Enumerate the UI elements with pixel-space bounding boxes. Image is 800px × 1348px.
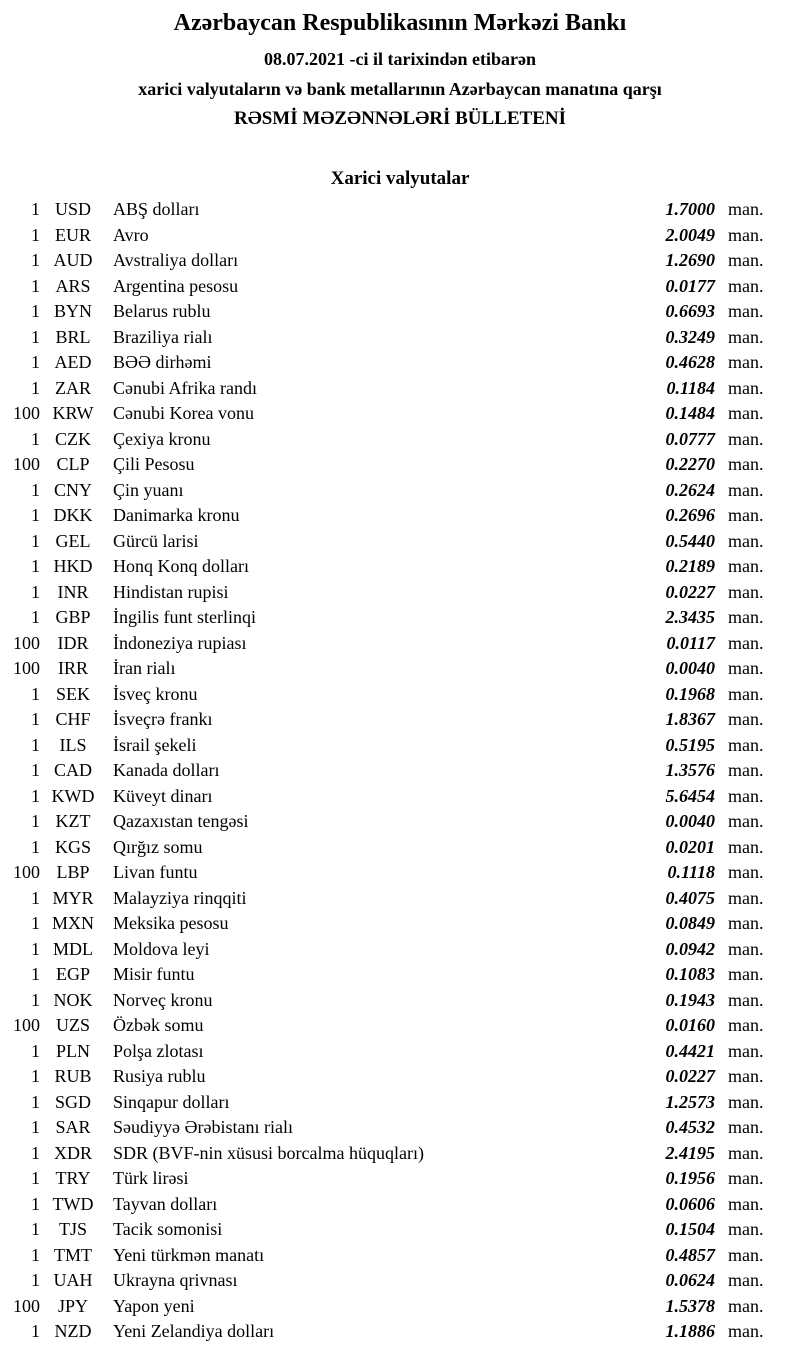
unit-label-cell: man. [728, 530, 764, 551]
currency-row [8, 452, 772, 478]
bulletin-title: RƏSMİ MƏZƏNNƏLƏRİ BÜLLETENİ [233, 108, 566, 129]
currency-name-cell: Livan funtu [113, 862, 198, 882]
currency-row [8, 248, 772, 274]
currency-code-cell: KRW [52, 403, 94, 423]
currency-name-cell: Argentina pesosu [113, 275, 239, 296]
unit-label-cell: man. [728, 836, 764, 857]
rate-value-cell: 0.4857 [665, 1244, 715, 1265]
unit-label-cell: man. [728, 989, 764, 1010]
unit-label-cell: man. [728, 658, 764, 678]
currency-name-cell: Küveyt dinarı [113, 785, 213, 806]
currency-name-cell: Tayvan dolları [113, 1193, 218, 1214]
rate-value-cell: 2.0049 [665, 224, 715, 245]
currency-row [8, 325, 772, 351]
unit-label-cell: man. [728, 505, 764, 525]
currency-name-cell: İndoneziya rupiası [113, 632, 247, 653]
unit-label-cell: man. [728, 607, 764, 627]
quantity-cell: 1 [31, 556, 40, 576]
unit-label-cell: man. [728, 1244, 764, 1265]
rate-value-cell: 0.0624 [665, 1270, 715, 1290]
currency-name-cell: Çin yuanı [113, 479, 184, 500]
rate-value-cell: 0.3249 [665, 326, 715, 347]
currency-code-cell: IDR [57, 632, 89, 653]
currency-name-cell: Ukrayna qrivnası [113, 1270, 238, 1290]
unit-label-cell: man. [728, 785, 764, 806]
currency-row [8, 835, 772, 861]
currency-code-cell: MXN [51, 913, 94, 933]
unit-label-cell: man. [728, 454, 764, 474]
quantity-cell: 1 [31, 785, 40, 806]
currency-row [8, 682, 772, 708]
currency-row [8, 631, 772, 657]
currency-code-cell: KWD [51, 785, 95, 806]
currency-row [8, 707, 772, 733]
currency-code-cell: USD [54, 199, 91, 219]
currency-code-cell: GBP [55, 607, 91, 627]
currency-row [8, 784, 772, 810]
currency-name-cell: Avstraliya dolları [113, 250, 239, 270]
unit-label-cell: man. [728, 556, 764, 576]
quantity-cell: 100 [13, 862, 40, 882]
currency-row [8, 1141, 772, 1167]
rate-value-cell: 0.4421 [665, 1040, 715, 1061]
currency-code-cell: RUB [54, 1066, 92, 1086]
rates-table [0, 197, 800, 1345]
unit-label-cell: man. [728, 199, 764, 219]
currency-row [8, 197, 772, 223]
currency-code-cell: DKK [53, 505, 93, 525]
rate-value-cell: 0.1484 [665, 403, 715, 423]
rate-value-cell: 0.0160 [665, 1015, 715, 1035]
currency-code-cell: EGP [55, 964, 90, 984]
currency-row [8, 1039, 772, 1065]
quantity-cell: 1 [31, 760, 40, 780]
quantity-cell: 1 [31, 836, 40, 857]
currency-code-cell: ZAR [55, 377, 91, 398]
currency-row [8, 580, 772, 606]
currency-name-cell: Braziliya rialı [113, 326, 213, 347]
quantity-cell: 1 [31, 1117, 40, 1137]
rate-value-cell: 0.0777 [665, 428, 715, 449]
currency-code-cell: GEL [55, 530, 91, 551]
currency-code-cell: CAD [53, 760, 92, 780]
unit-label-cell: man. [728, 581, 764, 602]
currency-name-cell: Polşa zlotası [113, 1040, 204, 1061]
currency-row [8, 529, 772, 555]
currency-name-cell: Misir funtu [113, 964, 195, 984]
quantity-cell: 1 [31, 1168, 40, 1188]
rate-value-cell: 0.0177 [665, 275, 715, 296]
quantity-cell: 1 [31, 326, 40, 347]
quantity-cell: 1 [31, 199, 40, 219]
currency-row [8, 733, 772, 759]
currency-code-cell: KZT [55, 811, 91, 831]
currency-row [8, 911, 772, 937]
currency-code-cell: SAR [55, 1117, 91, 1137]
currency-code-cell: NOK [53, 989, 93, 1010]
quantity-cell: 1 [31, 530, 40, 551]
currency-name-cell: Sinqapur dolları [113, 1091, 230, 1112]
quantity-cell: 100 [13, 454, 40, 474]
quantity-cell: 1 [31, 964, 40, 984]
currency-code-cell: XDR [53, 1142, 92, 1163]
currency-row [8, 886, 772, 912]
unit-label-cell: man. [728, 1091, 764, 1112]
currency-row [8, 1294, 772, 1320]
rate-value-cell: 0.1504 [665, 1219, 715, 1239]
quantity-cell: 1 [31, 607, 40, 627]
rate-value-cell: 0.1956 [665, 1168, 715, 1188]
bank-name-title: Azərbaycan Respublikasının Mərkəzi Bankı [173, 10, 627, 36]
quantity-cell: 1 [31, 377, 40, 398]
currency-code-cell: CHF [55, 709, 91, 729]
currency-row [8, 376, 772, 402]
quantity-cell: 1 [31, 224, 40, 245]
rate-value-cell: 0.0849 [665, 913, 715, 933]
unit-label-cell: man. [728, 1066, 764, 1086]
quantity-cell: 100 [13, 658, 40, 678]
quantity-cell: 1 [31, 1321, 40, 1341]
currency-code-cell: LBP [56, 862, 90, 882]
quantity-cell: 1 [31, 938, 40, 959]
quantity-cell: 100 [13, 403, 40, 423]
quantity-cell: 1 [31, 479, 40, 500]
currency-row [8, 1090, 772, 1116]
unit-label-cell: man. [728, 913, 764, 933]
currency-row [8, 1319, 772, 1345]
currency-name-cell: Yapon yeni [113, 1295, 195, 1316]
currency-code-cell: IRR [57, 658, 88, 678]
currency-name-cell: Səudiyyə Ərəbistanı rialı [113, 1117, 293, 1137]
currency-code-cell: UAH [53, 1270, 93, 1290]
unit-label-cell: man. [728, 1321, 764, 1341]
currency-row [8, 809, 772, 835]
currency-name-cell: Honq Konq dolları [113, 556, 249, 576]
currency-code-cell: SGD [54, 1091, 91, 1112]
unit-label-cell: man. [728, 709, 764, 729]
unit-label-cell: man. [728, 811, 764, 831]
currency-name-cell: Yeni türkmən manatı [113, 1244, 265, 1265]
currency-row [8, 1115, 772, 1141]
rate-value-cell: 0.1184 [666, 377, 715, 398]
rate-value-cell: 0.0942 [665, 938, 715, 959]
quantity-cell: 1 [31, 709, 40, 729]
unit-label-cell: man. [728, 683, 764, 704]
currency-code-cell: BYN [53, 301, 92, 321]
currency-code-cell: UZS [55, 1015, 90, 1035]
currency-row [8, 1013, 772, 1039]
currency-row [8, 962, 772, 988]
rate-value-cell: 1.1886 [665, 1321, 715, 1341]
unit-label-cell: man. [728, 1219, 764, 1239]
currency-name-cell: Meksika pesosu [113, 913, 229, 933]
quantity-cell: 1 [31, 1270, 40, 1290]
currency-code-cell: BRL [55, 326, 91, 347]
currency-name-cell: Cənubi Afrika randı [113, 377, 257, 398]
currency-row [8, 1243, 772, 1269]
subtitle-line: xarici valyutaların və bank metallarının Azərbaycan manatına qarşı [138, 79, 662, 99]
currency-name-cell: İsveçrə frankı [113, 709, 213, 729]
unit-label-cell: man. [728, 224, 764, 245]
quantity-cell: 1 [31, 1219, 40, 1239]
currency-name-cell: Özbək somu [113, 1015, 204, 1035]
unit-label-cell: man. [728, 887, 764, 908]
currency-row [8, 350, 772, 376]
currency-name-cell: Hindistan rupisi [113, 581, 229, 602]
currency-name-cell: Moldova leyi [113, 938, 210, 959]
currency-code-cell: MYR [52, 887, 94, 908]
rate-value-cell: 1.5378 [665, 1295, 715, 1316]
currency-code-cell: AED [54, 352, 92, 372]
rate-value-cell: 0.2270 [665, 454, 715, 474]
unit-label-cell: man. [728, 301, 764, 321]
currency-name-cell: BƏƏ dirhəmi [113, 352, 212, 372]
currency-code-cell: HKD [53, 556, 93, 576]
currency-row [8, 988, 772, 1014]
unit-label-cell: man. [728, 862, 764, 882]
quantity-cell: 1 [31, 505, 40, 525]
unit-label-cell: man. [728, 275, 764, 296]
rate-value-cell: 0.2696 [665, 505, 715, 525]
currency-name-cell: İsveç kronu [113, 683, 198, 704]
currency-code-cell: ILS [59, 734, 87, 755]
quantity-cell: 1 [31, 1066, 40, 1086]
unit-label-cell: man. [728, 734, 764, 755]
unit-label-cell: man. [728, 1117, 764, 1137]
rate-value-cell: 1.8367 [665, 709, 715, 729]
currency-row [8, 223, 772, 249]
rate-value-cell: 1.7000 [665, 199, 715, 219]
currency-row [8, 274, 772, 300]
rate-value-cell: 0.0040 [665, 658, 715, 678]
currency-name-cell: Kanada dolları [113, 760, 220, 780]
rate-value-cell: 0.1118 [667, 862, 715, 882]
rate-value-cell: 0.5195 [665, 734, 715, 755]
rate-value-cell: 1.2690 [665, 250, 715, 270]
unit-label-cell: man. [728, 964, 764, 984]
currency-code-cell: INR [57, 581, 89, 602]
currency-code-cell: PLN [55, 1040, 90, 1061]
currency-row [8, 860, 772, 886]
unit-label-cell: man. [728, 760, 764, 780]
currency-name-cell: SDR (BVF-nin xüsusi borcalma hüquqları) [113, 1142, 424, 1163]
currency-name-cell: Çexiya kronu [113, 428, 211, 449]
quantity-cell: 1 [31, 1040, 40, 1061]
unit-label-cell: man. [728, 377, 764, 398]
quantity-cell: 1 [31, 913, 40, 933]
quantity-cell: 1 [31, 1244, 40, 1265]
currency-row [8, 605, 772, 631]
currency-row [8, 554, 772, 580]
currency-name-cell: İngilis funt sterlinqi [113, 607, 256, 627]
currency-name-cell: Avro [113, 224, 149, 245]
quantity-cell: 1 [31, 989, 40, 1010]
quantity-cell: 1 [31, 811, 40, 831]
rate-value-cell: 2.3435 [665, 607, 715, 627]
unit-label-cell: man. [728, 1142, 764, 1163]
unit-label-cell: man. [728, 1015, 764, 1035]
unit-label-cell: man. [728, 938, 764, 959]
currency-name-cell: Cənubi Korea vonu [113, 403, 254, 423]
unit-label-cell: man. [728, 1193, 764, 1214]
currency-code-cell: TJS [58, 1219, 87, 1239]
currency-name-cell: ABŞ dolları [113, 199, 200, 219]
currency-row [8, 299, 772, 325]
quantity-cell: 1 [31, 275, 40, 296]
rate-value-cell: 1.3576 [665, 760, 715, 780]
rate-value-cell: 0.0201 [665, 836, 715, 857]
rate-value-cell: 0.0227 [665, 1066, 715, 1086]
unit-label-cell: man. [728, 352, 764, 372]
bulletin-header [0, 0, 800, 130]
currency-name-cell: Norveç kronu [113, 989, 213, 1010]
unit-label-cell: man. [728, 479, 764, 500]
currency-code-cell: CLP [56, 454, 90, 474]
unit-label-cell: man. [728, 403, 764, 423]
currency-row [8, 758, 772, 784]
quantity-cell: 100 [13, 632, 40, 653]
rate-value-cell: 0.1968 [665, 683, 715, 704]
unit-label-cell: man. [728, 1295, 764, 1316]
currency-code-cell: MDL [53, 938, 93, 959]
quantity-cell: 100 [13, 1015, 40, 1035]
currency-name-cell: İsrail şekeli [113, 734, 197, 755]
quantity-cell: 1 [31, 1142, 40, 1163]
quantity-cell: 1 [31, 250, 40, 270]
quantity-cell: 1 [31, 887, 40, 908]
rate-value-cell: 0.4532 [665, 1117, 715, 1137]
currency-row [8, 503, 772, 529]
quantity-cell: 1 [31, 428, 40, 449]
rate-value-cell: 0.0040 [665, 811, 715, 831]
currency-name-cell: Qazaxıstan tengəsi [113, 811, 249, 831]
quantity-cell: 100 [13, 1295, 40, 1316]
rate-value-cell: 0.2189 [665, 556, 715, 576]
unit-label-cell: man. [728, 250, 764, 270]
currency-name-cell: Yeni Zelandiya dolları [113, 1321, 275, 1341]
rate-value-cell: 0.4075 [665, 887, 715, 908]
currency-row [8, 478, 772, 504]
currency-code-cell: TWD [52, 1193, 94, 1214]
currency-row [8, 656, 772, 682]
rate-value-cell: 0.5440 [665, 530, 715, 551]
rate-value-cell: 0.6693 [665, 301, 715, 321]
quantity-cell: 1 [31, 1091, 40, 1112]
unit-label-cell: man. [728, 1040, 764, 1061]
rate-value-cell: 0.4628 [665, 352, 715, 372]
currency-name-cell: Çili Pesosu [113, 454, 195, 474]
currency-name-cell: Tacik somonisi [113, 1219, 223, 1239]
currency-code-cell: ARS [55, 275, 91, 296]
quantity-cell: 1 [31, 352, 40, 372]
quantity-cell: 1 [31, 734, 40, 755]
rate-value-cell: 5.6454 [665, 785, 715, 806]
unit-label-cell: man. [728, 326, 764, 347]
rate-value-cell: 0.0117 [666, 632, 715, 653]
currency-row [8, 1217, 772, 1243]
quantity-cell: 1 [31, 301, 40, 321]
currency-name-cell: Malayziya rinqqiti [113, 887, 247, 908]
section-title-foreign-currencies: Xarici valyutalar [330, 168, 470, 189]
currency-row [8, 1192, 772, 1218]
currency-name-cell: Danimarka kronu [113, 505, 240, 525]
unit-label-cell: man. [728, 428, 764, 449]
currency-name-cell: Türk lirəsi [113, 1168, 189, 1188]
currency-name-cell: Rusiya rublu [113, 1066, 206, 1086]
rate-value-cell: 1.2573 [665, 1091, 715, 1112]
quantity-cell: 1 [31, 1193, 40, 1214]
currency-name-cell: Belarus rublu [113, 301, 211, 321]
currency-row [8, 1268, 772, 1294]
currency-row [8, 1166, 772, 1192]
rate-value-cell: 0.0606 [665, 1193, 715, 1214]
currency-code-cell: TRY [55, 1168, 91, 1188]
currency-name-cell: İran rialı [113, 658, 176, 678]
currency-name-cell: Gürcü larisi [113, 530, 199, 551]
quantity-cell: 1 [31, 581, 40, 602]
unit-label-cell: man. [728, 1270, 764, 1290]
currency-row [8, 427, 772, 453]
rate-value-cell: 2.4195 [665, 1142, 715, 1163]
currency-code-cell: TMT [54, 1244, 92, 1265]
rate-value-cell: 0.0227 [665, 581, 715, 602]
currency-code-cell: NZD [54, 1321, 92, 1341]
unit-label-cell: man. [728, 632, 764, 653]
currency-name-cell: Qırğız somu [113, 836, 203, 857]
rate-value-cell: 0.1943 [665, 989, 715, 1010]
rate-value-cell: 0.1083 [665, 964, 715, 984]
currency-code-cell: CZK [55, 428, 91, 449]
effective-date-line: 08.07.2021 -ci il tarixindən etibarən [264, 49, 536, 69]
currency-row [8, 401, 772, 427]
rate-value-cell: 0.2624 [665, 479, 715, 500]
currency-code-cell: AUD [53, 250, 93, 270]
quantity-cell: 1 [31, 683, 40, 704]
currency-code-cell: CNY [53, 479, 92, 500]
currency-code-cell: JPY [57, 1295, 88, 1316]
currency-code-cell: EUR [55, 224, 91, 245]
currency-row [8, 937, 772, 963]
currency-code-cell: SEK [55, 683, 90, 704]
unit-label-cell: man. [728, 1168, 764, 1188]
currency-row [8, 1064, 772, 1090]
currency-code-cell: KGS [54, 836, 91, 857]
